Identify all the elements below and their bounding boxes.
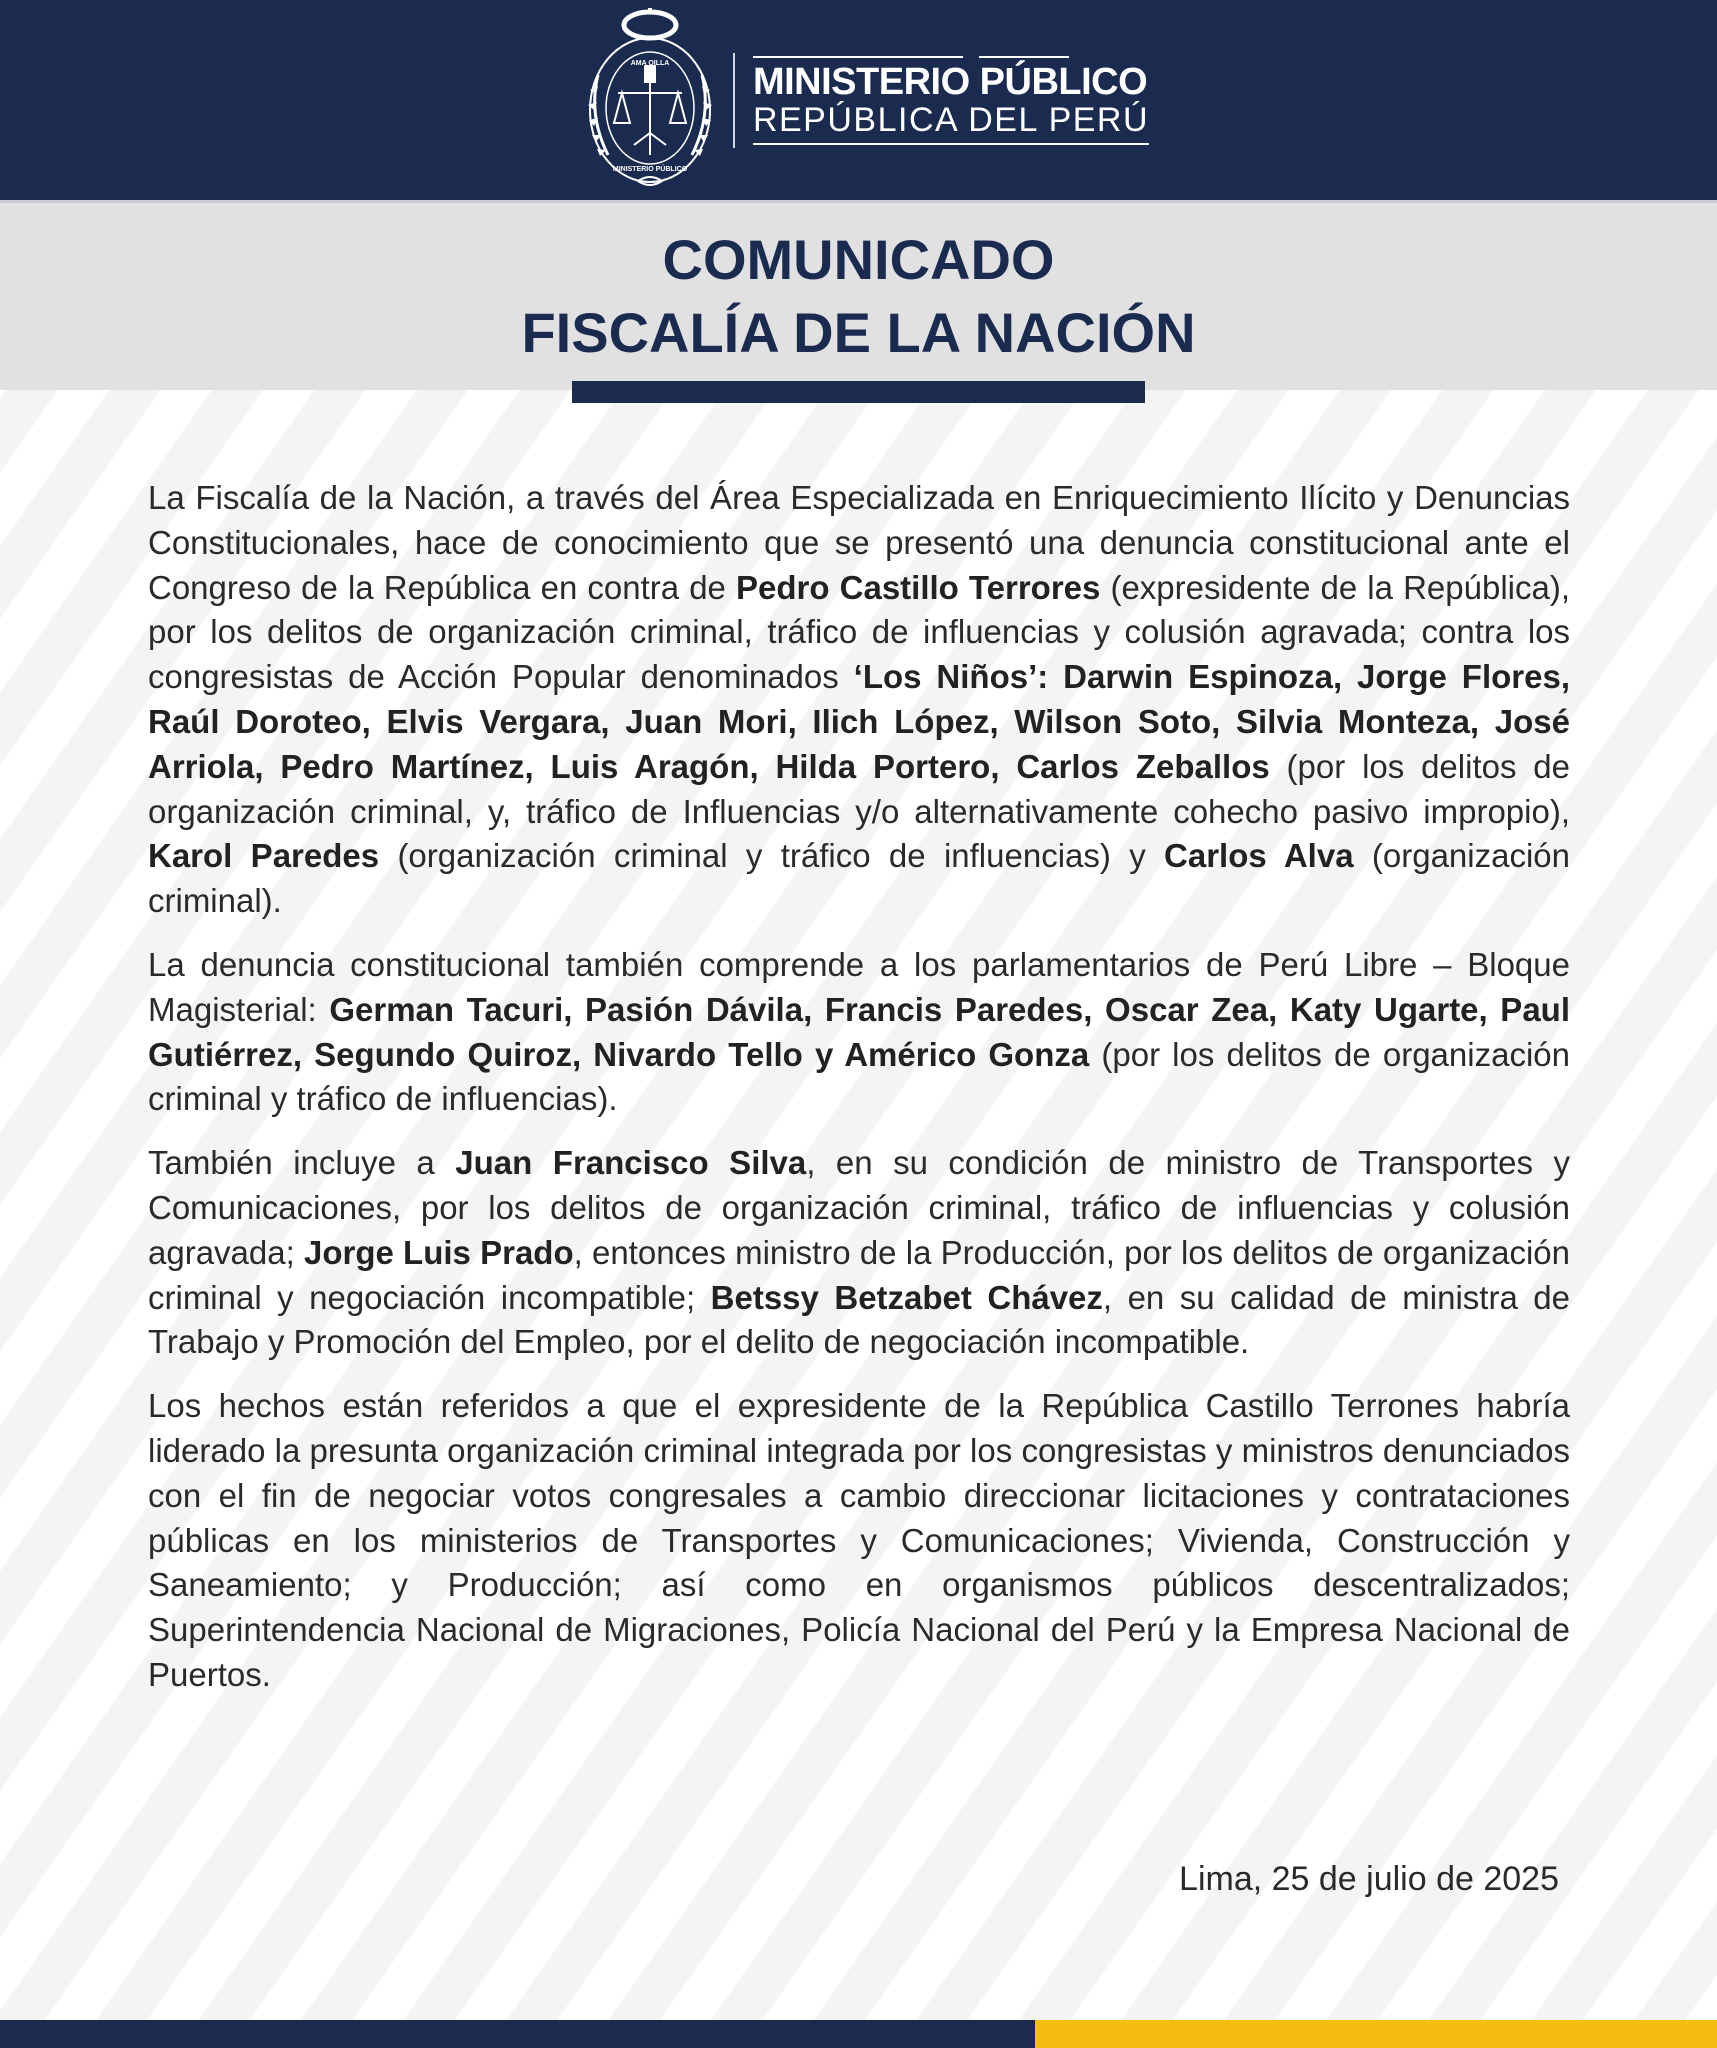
text-run: La Fiscalía de la Nación, a través del Área Especializada en Enriquecimiento Ilícito y Denuncias Constitucionales, hace de conocimiento que se presentó una denuncia constitucional ante el Congreso de la República en contra de xyxy=(148,479,1570,606)
page-title-fiscalia: FISCALÍA DE LA NACIÓN xyxy=(521,301,1196,364)
header-banner xyxy=(0,0,1717,200)
brand-wordmark xyxy=(753,56,1149,145)
statement-paragraph xyxy=(148,943,1570,1122)
page-title-comunicado: COMUNICADO xyxy=(662,228,1055,291)
title-divider xyxy=(572,381,1145,403)
text-run: (organización criminal y tráfico de influencias) y xyxy=(379,837,1165,875)
svg-text:AMA QILLA: AMA QILLA xyxy=(630,60,670,67)
brand-bottom-rule xyxy=(753,143,1149,145)
text-run: , en su condición de ministro de Transportes y Comunicaciones, por los delitos de organización criminal, tráfico de influencias y colusión agravada; xyxy=(148,1144,1570,1271)
header-logo-group xyxy=(578,5,1149,195)
bold-name-run: Pedro Castillo Terrores xyxy=(736,568,1101,606)
text-run: , en su calidad de ministra de Trabajo y Promoción del Empleo, por el delito de negociación incompatible. xyxy=(148,1278,1570,1361)
svg-text:MINISTERIO PÚBLICO: MINISTERIO PÚBLICO xyxy=(612,166,688,173)
statement-body xyxy=(148,476,1570,1717)
text-run: (por los delitos de organización criminal y tráfico de influencias). xyxy=(148,1035,1570,1118)
text-run: (expresidente de la República), por los delitos de organización criminal, tráfico de influencias y colusión agravada; contra los congresistas de Acción Popular denominados xyxy=(148,568,1570,696)
bold-name-run: ‘Los Niños’: Darwin Espinoza, Jorge Flores, Raúl Doroteo, Elvis Vergara, Juan Mori, Ilich López, Wilson Soto, Silvia Monteza, José Arriola, Pedro Martínez, Luis Aragón, Hilda Portero, Carlos Zeballos xyxy=(148,658,1571,785)
statement-paragraph xyxy=(148,1141,1570,1365)
footer-bar-yellow xyxy=(1035,2020,1717,2048)
ministerio-publico-seal-icon xyxy=(578,5,723,195)
bold-name-run: Betssy Betzabet Chávez xyxy=(710,1278,1103,1316)
text-run: Los hechos están referidos a que el expresidente de la República Castillo Terrones habría liderado la presunta organización criminal integrada por los congresistas y ministros denunciados con el fin de negociar votos congresales a cambio direccionar licitaciones y contrataciones públicas en los ministerios de Transportes y Comunicaciones; Vivienda, Construcción y Saneamiento; y Producción; así como en organismos públicos descentralizados; Superintendencia Nacional de Migraciones, Policía Nacional del Perú y la Empresa Nacional de Puertos. xyxy=(148,1387,1570,1693)
text-run: La denuncia constitucional también comprende a los parlamentarios de Perú Libre – Bloque Magisterial: xyxy=(148,945,1570,1028)
bold-name-run: Juan Francisco Silva xyxy=(455,1144,807,1182)
brand-title: MINISTERIO PÚBLICO xyxy=(752,60,1148,103)
bold-name-run: German Tacuri, Pasión Dávila, Francis Paredes, Oscar Zea, Katy Ugarte, Paul Gutiérrez, Segundo Quiroz, Nivardo Tello y Américo Gonza xyxy=(148,990,1571,1073)
text-run: (por los delitos de organización criminal, y, tráfico de Influencias y/o alternativamente cohecho pasivo impropio), xyxy=(148,747,1570,830)
text-run: También incluye a xyxy=(148,1144,456,1182)
bold-name-run: Karol Paredes xyxy=(148,837,380,875)
logo-divider xyxy=(733,53,735,148)
brand-top-rule xyxy=(753,56,1149,58)
statement-paragraph xyxy=(148,1384,1570,1698)
statement-paragraph xyxy=(148,476,1570,924)
bold-name-run: Carlos Alva xyxy=(1164,837,1354,875)
bold-name-run: Jorge Luis Prado xyxy=(303,1233,574,1271)
footer-bar-navy xyxy=(0,2020,1035,2048)
text-run: , entonces ministro de la Producción, por los delitos de organización criminal y negociación incompatible; xyxy=(148,1233,1570,1316)
brand-subtitle: REPÚBLICA DEL PERÚ xyxy=(752,100,1150,139)
place-date: Lima, 25 de julio de 2025 xyxy=(1179,1860,1559,1898)
text-run: (organización criminal). xyxy=(148,837,1571,920)
